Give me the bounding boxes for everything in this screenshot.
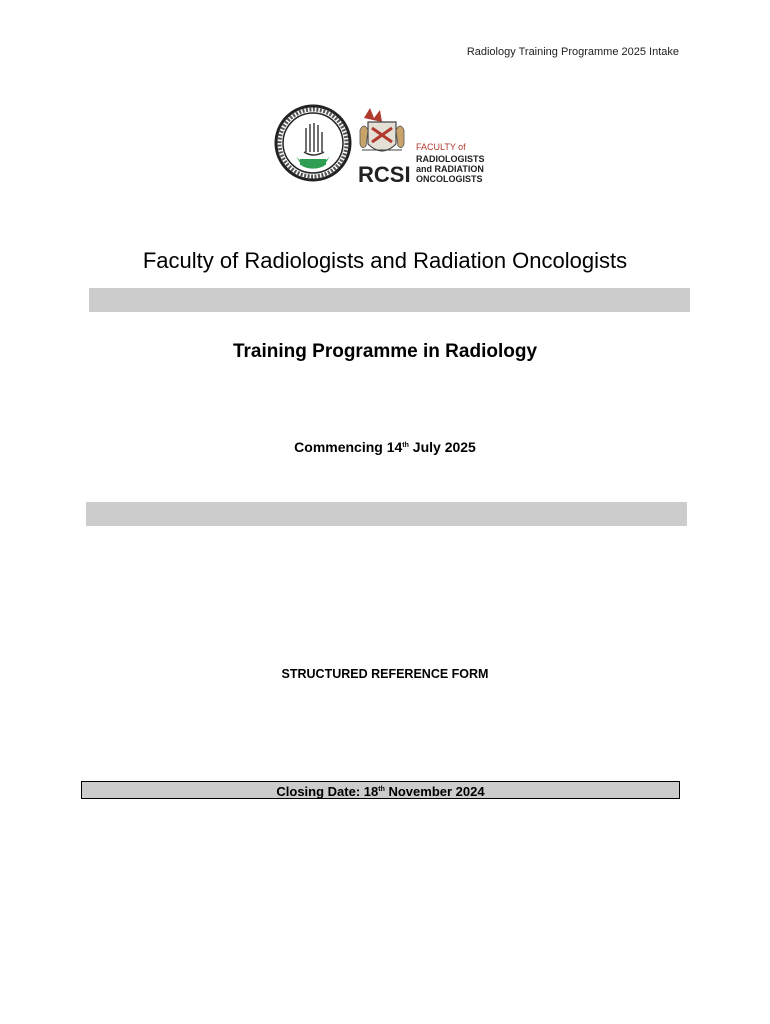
seal-logo	[274, 104, 352, 182]
logo-group	[274, 100, 504, 186]
faculty-of-text: FACULTY of	[416, 142, 466, 152]
form-title: STRUCTURED REFERENCE FORM	[281, 667, 489, 681]
commencing-date	[0, 439, 770, 455]
gray-divider-band-bottom	[86, 502, 687, 526]
radiologists-text: RADIOLOGISTS	[416, 154, 485, 164]
programme-title: Training Programme in Radiology	[232, 341, 538, 362]
commencing-prefix: Commencing 14	[294, 439, 403, 455]
closing-date-box	[81, 781, 680, 799]
closing-suffix: November 2024	[384, 784, 485, 799]
oncologists-text: ONCOLOGISTS	[416, 174, 483, 184]
commencing-ordinal: th	[402, 442, 409, 449]
commencing-suffix: July 2025	[408, 439, 476, 455]
header-note: Radiology Training Programme 2025 Intake	[466, 46, 679, 58]
rcsi-crest-logo	[358, 100, 508, 186]
closing-ordinal: th	[378, 786, 385, 793]
faculty-title: Faculty of Radiologists and Radiation Oncologists	[142, 248, 628, 273]
closing-prefix: Closing Date: 18	[276, 784, 379, 799]
and-radiation-text: and RADIATION	[416, 164, 484, 174]
rcsi-wordmark: RCSI	[358, 162, 411, 186]
gray-divider-band-top	[89, 288, 690, 312]
